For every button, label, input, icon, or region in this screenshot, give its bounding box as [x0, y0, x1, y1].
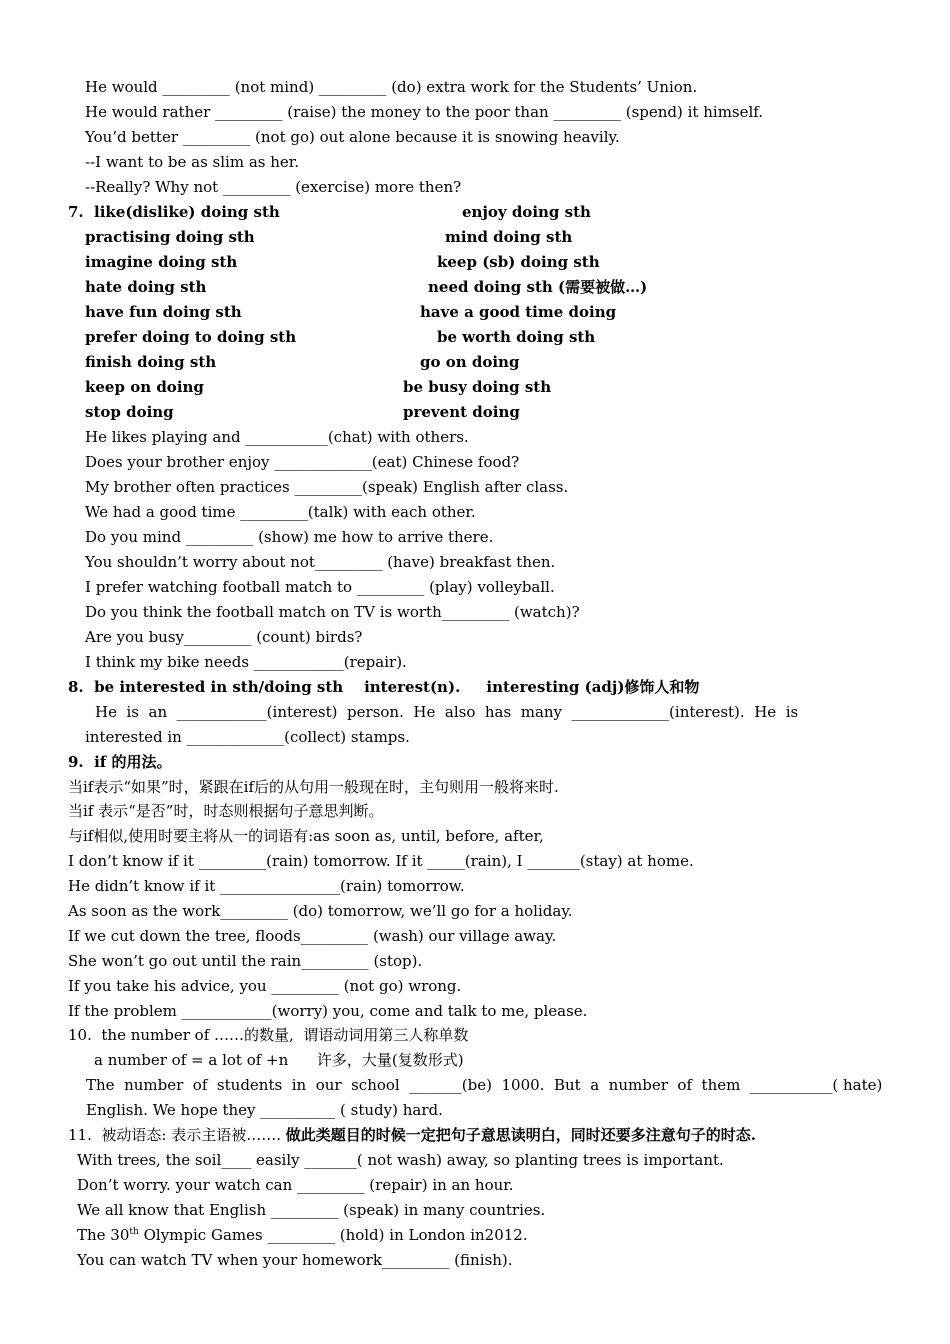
intro-line: He would _________ (not mind) _________ (do) extra work for the Students’ Union.: [85, 78, 698, 96]
exercise-line: I think my bike needs ____________(repair).: [85, 653, 407, 671]
exercise-line: Do you mind _________ (show) me how to arrive there.: [85, 528, 494, 546]
exercise-line: He likes playing and ___________(chat) with others.: [85, 428, 469, 446]
phrase-left: prefer doing to doing sth: [85, 328, 297, 346]
exercise-line: Does your brother enjoy _____________(eat) Chinese food?: [85, 453, 520, 471]
exercise-line: Do you think the football match on TV is worth_________ (watch)?: [85, 603, 580, 621]
phrase-right: go on doing: [420, 353, 520, 371]
phrase-right: be busy doing sth: [403, 378, 552, 396]
rule-line: 与if相似,使用时要主将从一的词语有:as soon as, until, before, after,: [68, 827, 544, 845]
olympic-text-end: Olympic Games _________ (hold) in London in2012.: [138, 1226, 528, 1244]
phrase-left: practising doing sth: [85, 228, 255, 246]
phrase-left: like(dislike) doing sth: [94, 203, 280, 221]
olympic-text-start: The 30: [77, 1226, 130, 1244]
phrase-left: have fun doing sth: [85, 303, 242, 321]
section-10-heading: 10. the number of ……的数量, 谓语动词用第三人称单数: [68, 1026, 469, 1044]
intro-line: --Really? Why not _________ (exercise) more then?: [85, 178, 462, 196]
intro-line: He would rather _________ (raise) the money to the poor than _________ (spend) it himself.: [85, 103, 764, 121]
exercise-line: You shouldn’t worry about not_________ (have) breakfast then.: [85, 553, 556, 571]
section-11-heading: [68, 1125, 756, 1145]
section-11-heading-plain: 11. 被动语态: 表示主语被…….: [68, 1126, 286, 1144]
section-11-heading-bold: 做此类题目的时候一定把句子意思读明白，同时还要多注意句子的时态.: [285, 1126, 756, 1144]
exercise-line: My brother often practices _________(speak) English after class.: [85, 478, 569, 496]
exercise-line: You can watch TV when your homework_________ (finish).: [77, 1251, 513, 1269]
phrase-right: enjoy doing sth: [462, 203, 591, 221]
exercise-line: She won’t go out until the rain_________ (stop).: [68, 952, 423, 970]
phrase-left: keep on doing: [85, 378, 204, 396]
exercise-line: English. We hope they __________ ( study) hard.: [86, 1101, 443, 1119]
rule-line: 当if 表示“是否”时，时态则根据句子意思判断。: [68, 802, 384, 820]
exercise-line: If the problem ____________(worry) you, come and talk to me, please.: [68, 1002, 588, 1020]
exercise-line: I prefer watching football match to _________ (play) volleyball.: [85, 578, 555, 596]
exercise-line: As soon as the work_________ (do) tomorrow, we’ll go for a holiday.: [68, 902, 573, 920]
exercise-line: He didn’t know if it ________________(rain) tomorrow.: [68, 877, 465, 895]
phrase-right: have a good time doing: [420, 303, 617, 321]
rule-line: 当if表示“如果”时，紧跟在if后的从句用一般现在时，主句则用一般将来时.: [68, 778, 559, 796]
intro-line: You’d better _________ (not go) out alone because it is snowing heavily.: [85, 128, 620, 146]
phrase-left: imagine doing sth: [85, 253, 238, 271]
phrase-left: hate doing sth: [85, 278, 207, 296]
exercise-line: [77, 1225, 528, 1245]
section-8-heading: 8. be interested in sth/doing sth interest(n). interesting (adj)修饰人和物: [68, 678, 700, 696]
phrase-left: stop doing: [85, 403, 174, 421]
phrase-right: need doing sth (需要被做…): [428, 278, 648, 296]
exercise-line: He is an ____________(interest) person. He also has many _____________(interest). He is: [95, 703, 799, 721]
exercise-line: If we cut down the tree, floods_________ (wash) our village away.: [68, 927, 557, 945]
section-7-number: 7.: [68, 203, 84, 221]
exercise-line: Don’t worry. your watch can _________ (repair) in an hour.: [77, 1176, 514, 1194]
phrase-right: mind doing sth: [445, 228, 573, 246]
exercise-line: I don’t know if it _________(rain) tomorrow. If it _____(rain), I _______(stay) at home.: [68, 852, 694, 870]
intro-line: --I want to be as slim as her.: [85, 153, 300, 171]
exercise-line: We all know that English _________ (speak) in many countries.: [77, 1201, 546, 1219]
phrase-right: be worth doing sth: [437, 328, 596, 346]
exercise-line: If you take his advice, you _________ (not go) wrong.: [68, 977, 462, 995]
exercise-line: We had a good time _________(talk) with each other.: [85, 503, 476, 521]
phrase-left: finish doing sth: [85, 353, 217, 371]
exercise-line: With trees, the soil____ easily _______( not wash) away, so planting trees is important.: [77, 1151, 724, 1169]
phrase-right: keep (sb) doing sth: [437, 253, 600, 271]
exercise-line: The number of students in our school _______(be) 1000. But a number of them ___________( hate): [86, 1076, 883, 1094]
phrase-right: prevent doing: [403, 403, 520, 421]
section-9-heading: 9. if 的用法。: [68, 753, 172, 771]
exercise-line: Are you busy_________ (count) birds?: [85, 628, 363, 646]
rule-line: a number of = a lot of +n 许多，大量(复数形式): [94, 1051, 464, 1069]
exercise-line: interested in _____________(collect) stamps.: [85, 728, 410, 746]
ordinal-superscript: th: [129, 1227, 139, 1237]
